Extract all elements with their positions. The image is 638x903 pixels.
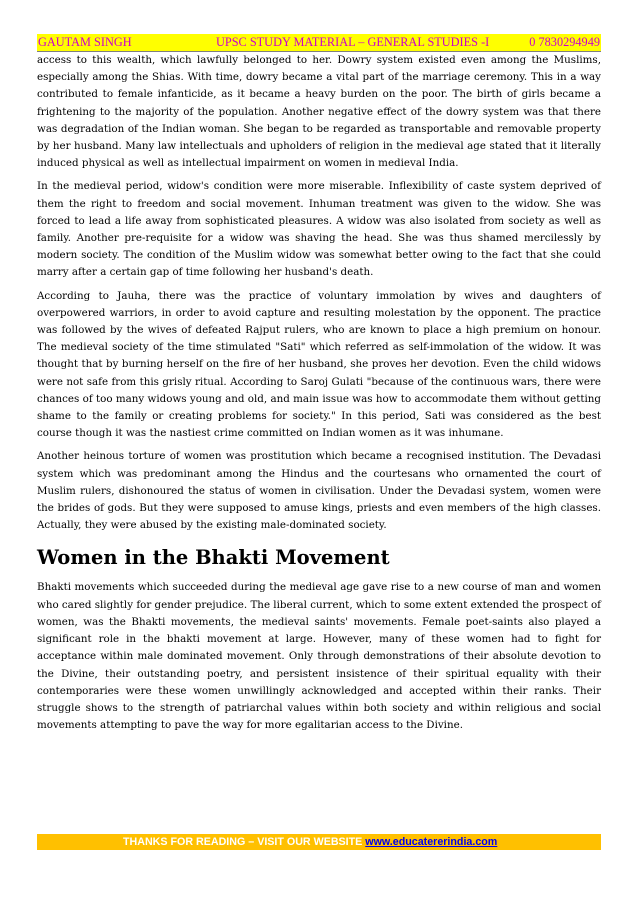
page-footer — [37, 834, 601, 850]
document-page — [37, 34, 601, 734]
paragraph-bhakti: Bhakti movements which succeeded during the medieval age gave rise to a new course of man and women who cared slightly for gender prejudice. The liberal current, which to some extent extended the prospect of women, was the Bhakti movements, the medieval saints' movements. Female poet-saints also played a significant role in the bhakti movement at large. However, many of these women had to fight for acceptance within male dominated movement. Only through demonstrations of their absolute devotion to the Divine, their outstanding poetry, and persistent insistence of their spiritual equality with their contemporaries were these women unwillingly acknowledged and accepted within their ranks. Their struggle shows to the strength of patriarchal values within both society and within religious and social movements attempting to pave the way for more egalitarian access to the Divine. — [37, 581, 601, 732]
header-phone: 0 7830294949 — [529, 35, 600, 49]
paragraph-devadasi: Another heinous torture of women was prostitution which became a recognised institution. The Devadasi system which was predominant among the Hindus and the courtesans who ornamented the court of Muslim rulers, dishonoured the status of women in civilisation. Under the Devadasi system, women were the brides of gods. But they were supposed to amuse kings, priests and even members of the high classes. Actually, they were abused by the existing male-dominated society. — [37, 450, 601, 532]
footer-thanks-text: THANKS FOR READING – VISIT OUR WEBSITE — [123, 836, 366, 848]
header-author: GAUTAM SINGH — [38, 35, 132, 49]
paragraph-sati: According to Jauha, there was the practice of voluntary immolation by wives and daughters of overpowered warriors, in order to avoid capture and resulting molestation by the opponent. The practice was followed by the wives of defeated Rajput rulers, who are known to place a high premium on honour. The medieval society of the time stimulated "Sati" which referred as self-immolation of the widow. It was thought that by burning herself on the fire of her husband, she proves her devotion. Even the child widows were not safe from this grisly ritual. According to Saroj Gulati "because of the continuous wars, there were chances of too many widows young and old, and main issue was how to accommodate them without getting shame to the family or creating problems for society." In this period, Sati was considered as the best course though it was the nastiest crime committed on Indian women as it was inhumane. — [37, 289, 601, 440]
footer-website-link[interactable]: www.educatererindia.com — [365, 836, 498, 848]
paragraph-dowry: access to this wealth, which lawfully belonged to her. Dowry system existed even among the Muslims, especially among the Shias. With time, dowry became a vital part of the marriage ceremony. This in a way contributed to female infanticide, as it became a heavy burden on the poor. The birth of girls became a frightening to the majority of the population. Another negative effect of the dowry system was that there was degradation of the Indian woman. She began to be regarded as transportable and removable property by her husband. Many law intellectuals and upholders of religion in the medieval age stated that it literally induced physical as well as intellectual impairment on women in medieval India. — [37, 54, 601, 170]
section-heading: Women in the Bhakti Movement — [37, 546, 390, 570]
header-title: UPSC STUDY MATERIAL – GENERAL STUDIES -I — [216, 35, 490, 49]
page-header — [37, 34, 601, 52]
paragraph-widows: In the medieval period, widow's condition were more miserable. Inflexibility of caste system deprived of them the right to freedom and social movement. Inhuman treatment was given to the widow. She was forced to lead a life away from sophisticated pleasures. A widow was also isolated from society as well as family. Another pre-requisite for a widow was shaving the head. She was thus shamed mercilessly by modern society. The condition of the Muslim widow was somewhat better owing to the fact that she could marry after a certain gap of time following her husband's death. — [37, 180, 601, 279]
